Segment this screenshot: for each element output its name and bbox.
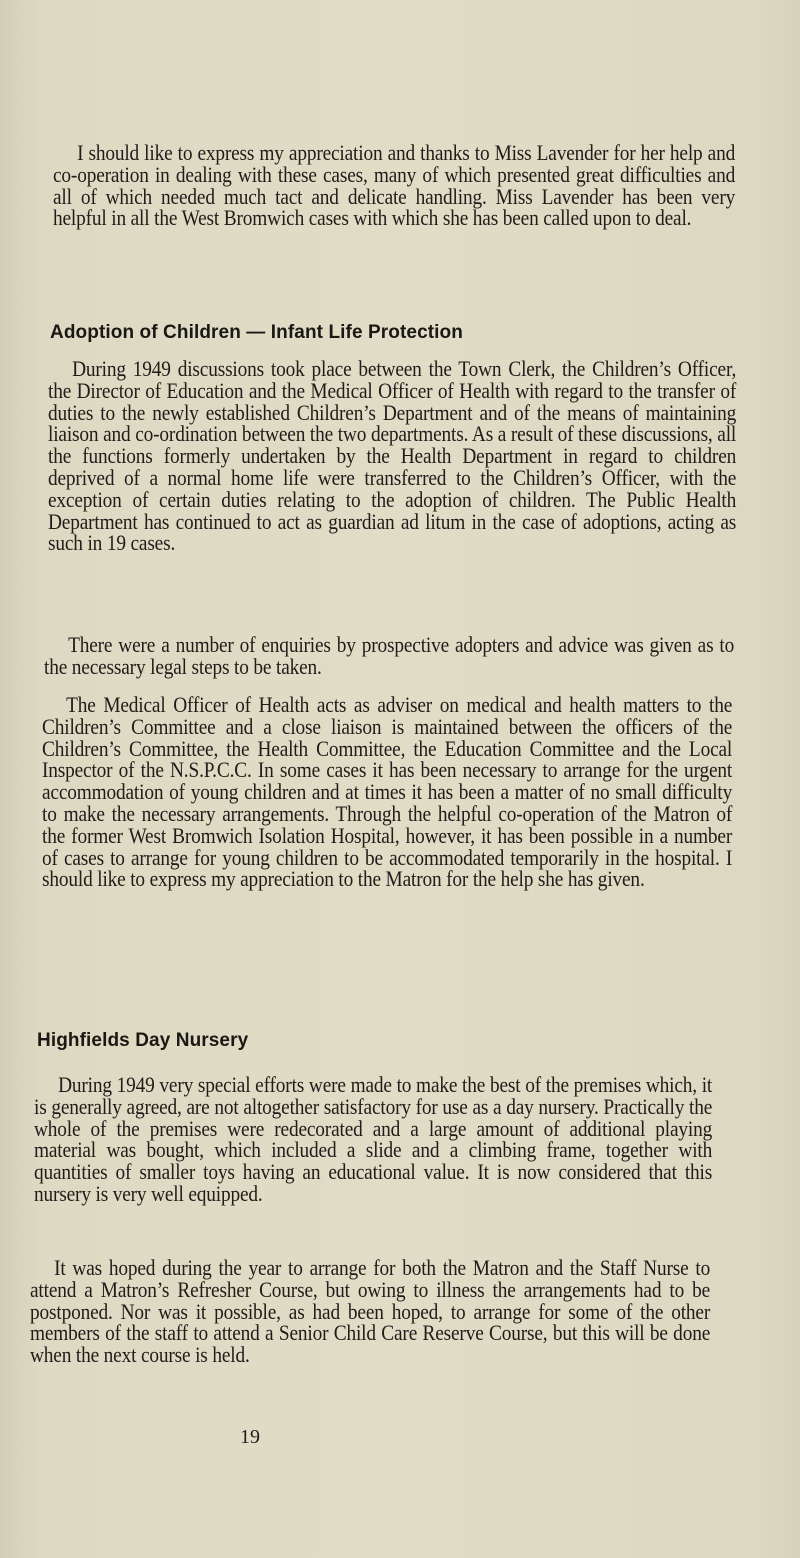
adoption-paragraph-3: The Medical Officer of Health acts as adviser on medical and health matters to the Children’s Committee and a close liaison is maintained between the officers of the Children’s Committee, the Health Committee, the Education Committee and the Local Inspector of the N.S.P.C.C. In some cases it has been necessary to arrange for the urgent accommodation of young children and at times it has been a matter of no small difficulty to make the necessary arrangements. Through the helpful co-operation of the Matron of the former West Bromwich Isolation Hospital, however, it has been possible in a number of cases to arrange for young children to be accommodated temporarily in the hospital. I should like to express my appreciation to the Matron for the help she has given. — [42, 692, 733, 892]
intro-paragraph: I should like to express my appreciation and thanks to Miss Lavender for her help and co-operation in dealing with these cases, many of which presented great difficulties and all of which needed much tact and delicate handling. Miss Lavender has been very helpful in all the West Bromwich cases with which she has been called upon to deal. — [53, 140, 736, 231]
nursery-paragraph-2-block — [30, 1257, 710, 1366]
intro-paragraph-block — [53, 142, 735, 229]
page-number: 19 — [240, 1426, 260, 1448]
adoption-paragraph-3-block — [42, 694, 732, 890]
nursery-paragraph-2: It was hoped during the year to arrange for both the Matron and the Staff Nurse to attend a Matron’s Refresher Course, but owing to illness the arrangements had to be postponed. Nor was it possible, as had been hoped, to arrange for some of the other members of the staff to attend a Senior Child Care Reserve Course, but this will be done when the next course is held. — [30, 1255, 711, 1368]
adoption-paragraph-2: There were a number of enquiries by prospective adopters and advice was given as to the necessary legal steps to be taken. — [44, 632, 735, 679]
adoption-paragraph-1: During 1949 discussions took place between the Town Clerk, the Children’s Officer, the Director of Education and the Medical Officer of Health with regard to the transfer of duties to the newly established Children’s Department and of the means of maintaining liaison and co-ordination between the two departments. As a result of these discussions, all the functions formerly undertaken by the Health Department in regard to children deprived of a normal home life were transferred to the Children’s Officer, with the exception of certain duties relating to the adoption of children. The Public Health Department has continued to act as guardian ad litum in the case of adoptions, acting as such in 19 cases. — [48, 356, 737, 556]
nursery-paragraph-1: During 1949 very special efforts were made to make the best of the premises which, it is generally agreed, are not altogether satisfactory for use as a day nursery. Practically the whole of the premises were redecorated and a large amount of additional playing material was bought, which included a slide and a climbing frame, together with quantities of smaller toys having an educational value. It is now considered that this nursery is very well equipped. — [34, 1072, 713, 1206]
nursery-paragraph-1-block — [34, 1074, 712, 1205]
adoption-paragraph-2-block — [44, 634, 734, 678]
section-heading-nursery: Highfields Day Nursery — [37, 1030, 249, 1051]
adoption-paragraph-1-block — [48, 358, 736, 554]
section-heading-adoption: Adoption of Children — Infant Life Protection — [50, 322, 463, 343]
